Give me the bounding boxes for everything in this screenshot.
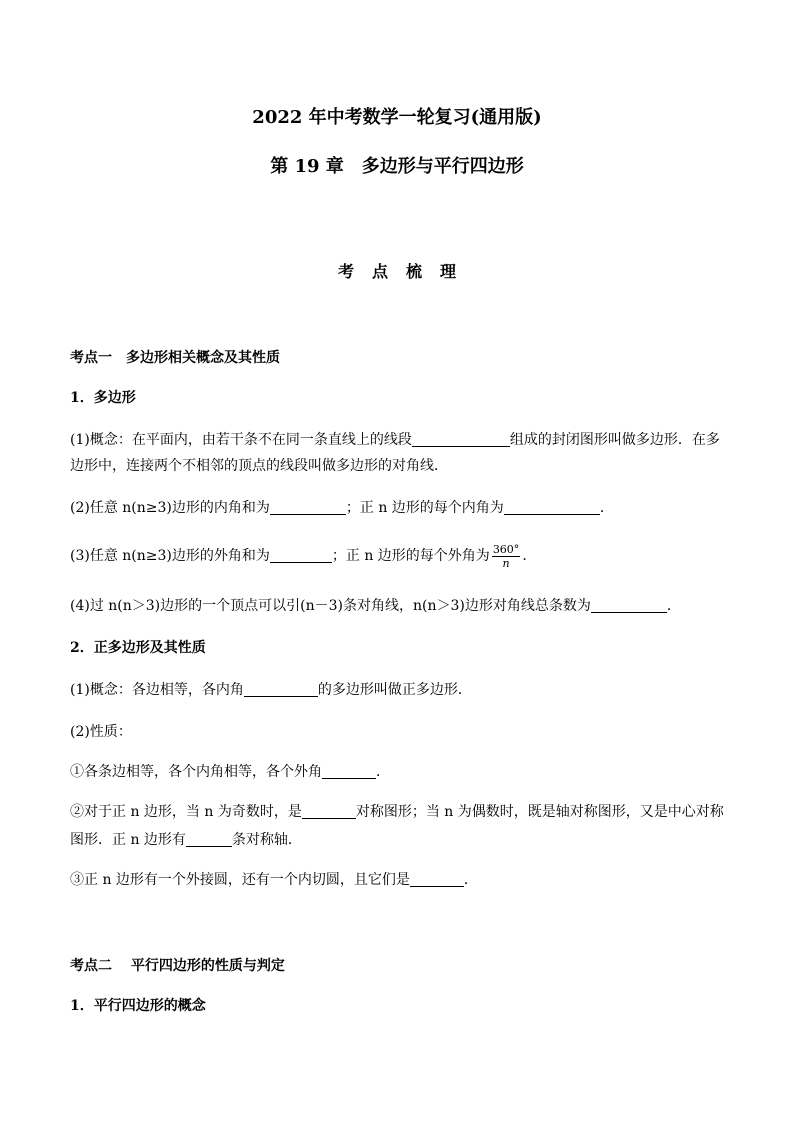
- fill-blank[interactable]: [412, 430, 510, 447]
- property-2: [70, 798, 730, 826]
- subheading-regular-polygon: 2．正多边形及其性质: [70, 640, 206, 656]
- paragraph-exterior-angle: [70, 542, 730, 570]
- text-segment: 组成的封闭图形叫做多边形．在多: [509, 432, 720, 448]
- fill-blank[interactable]: [591, 596, 667, 613]
- section-heading: 考点梳理: [337, 262, 474, 281]
- text-segment: ；正 n 边形的每个内角为: [345, 500, 504, 516]
- text-segment: 条对称轴．: [231, 832, 302, 848]
- text-segment: (3)任意 n(n≥3)边形的外角和为: [70, 548, 270, 564]
- paragraph-concept-cont: 边形中，连接两个不相邻的顶点的线段叫做多边形的对角线．: [70, 458, 448, 474]
- text-segment: ．: [666, 598, 681, 614]
- text-segment: ．: [376, 764, 390, 780]
- fill-blank[interactable]: [244, 680, 318, 697]
- paragraph-interior-angle: [70, 494, 730, 522]
- fill-blank[interactable]: [270, 498, 346, 515]
- text-segment: .: [522, 548, 527, 564]
- fill-blank[interactable]: [504, 498, 600, 515]
- fraction-numerator: 360°: [492, 542, 520, 556]
- text-segment: ；正 n 边形的每个外角为: [331, 548, 490, 564]
- text-segment: ①各条边相等，各个内角相等，各个外角: [70, 764, 322, 780]
- fill-blank[interactable]: [410, 870, 464, 887]
- text-segment: 图形．正 n 边形有: [70, 832, 186, 848]
- subheading-parallelogram: 1．平行四边形的概念: [70, 998, 206, 1014]
- paragraph-regular-concept: [70, 676, 730, 704]
- text-segment: 对称图形；当 n 为偶数时，既是轴对称图形，又是中心对称: [355, 804, 724, 820]
- fraction-360-over-n: [492, 543, 521, 570]
- kaodian-2-heading: 考点二 平行四边形的性质与判定: [70, 958, 285, 974]
- text-segment: ．: [599, 500, 614, 516]
- paragraph-concept: [70, 426, 730, 454]
- text-segment: ②对于正 n 边形，当 n 为奇数时，是: [70, 804, 302, 820]
- kaodian-1-heading: 考点一 多边形相关概念及其性质: [70, 350, 280, 366]
- property-3: [70, 866, 730, 894]
- paragraph-diagonals: [70, 592, 730, 620]
- text-segment: (4)过 n(n＞3)边形的一个顶点可以引(n－3)条对角线，n(n＞3)边形对角线总条数为: [70, 598, 591, 614]
- text-segment: (2)任意 n(n≥3)边形的内角和为: [70, 500, 270, 516]
- fill-blank[interactable]: [322, 762, 376, 779]
- paragraph-properties: (2)性质：: [70, 724, 132, 740]
- text-segment: (1)概念：各边相等，各内角: [70, 682, 244, 698]
- fill-blank[interactable]: [186, 830, 232, 847]
- subheading-polygon: 1．多边形: [70, 390, 136, 406]
- text-segment: ．: [463, 872, 478, 888]
- text-segment: (1)概念：在平面内，由若干条不在同一条直线上的线段: [70, 432, 412, 448]
- text-segment: ③正 n 边形有一个外接圆，还有一个内切圆，且它们是: [70, 872, 410, 888]
- fill-blank[interactable]: [270, 546, 332, 563]
- property-1: [70, 758, 730, 786]
- text-segment: 的多边形叫做正多边形．: [317, 682, 472, 698]
- document-title: 2022 年中考数学一轮复习(通用版): [252, 107, 542, 128]
- property-2-cont: [70, 826, 730, 854]
- fraction-denominator: n: [502, 556, 510, 570]
- fill-blank[interactable]: [302, 802, 356, 819]
- chapter-title: 第 19 章 多边形与平行四边形: [270, 156, 524, 177]
